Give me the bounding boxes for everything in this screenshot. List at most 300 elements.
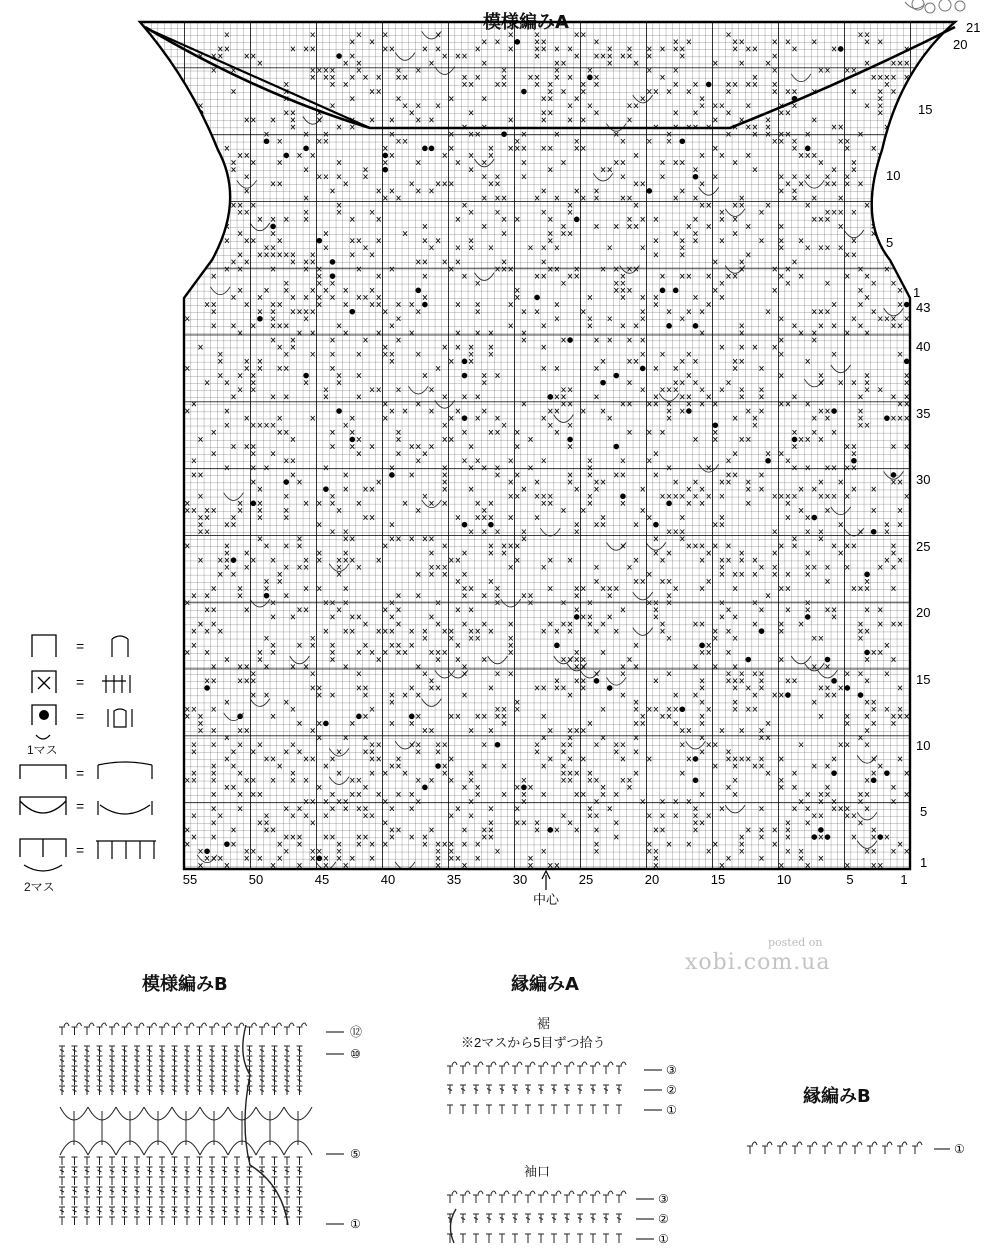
fan-stitch-mark <box>144 1107 172 1155</box>
dot-stitch-mark <box>336 53 342 59</box>
dot-stitch-mark <box>858 692 864 698</box>
crochet-stitch-mark <box>525 1214 531 1223</box>
crochet-stitch-mark <box>97 1086 103 1095</box>
legend-one-cell: 1マス <box>27 743 58 757</box>
picot-stitch-mark <box>538 1062 548 1074</box>
x-stitch-mark <box>218 196 222 201</box>
crochet-stitch-mark <box>222 1177 228 1185</box>
row-number: 5 <box>886 235 894 250</box>
crochet-stitch-mark <box>84 1157 90 1165</box>
edge-a-title: 縁編みA <box>511 974 579 995</box>
crochet-stitch-mark <box>122 1086 128 1095</box>
fan-stitch-mark <box>116 1107 144 1155</box>
picot-stitch-mark <box>590 1062 600 1074</box>
dot-stitch-mark <box>501 131 507 137</box>
x-stitch-mark <box>205 160 209 165</box>
dot-stitch-mark <box>851 458 857 464</box>
crochet-stitch-mark <box>147 1046 153 1055</box>
crochet-stitch-mark <box>97 1167 103 1175</box>
crochet-stitch-mark <box>603 1214 609 1223</box>
fan-stitch-mark <box>88 1107 116 1155</box>
dot-stitch-mark <box>831 678 837 684</box>
row-label: ③ <box>658 1192 669 1206</box>
crochet-stitch-mark <box>284 1157 290 1165</box>
crochet-stitch-mark <box>247 1167 253 1175</box>
x-stitch-mark <box>192 146 196 151</box>
crochet-stitch-mark <box>525 1085 531 1094</box>
fan-stitch-mark <box>228 1107 256 1155</box>
crochet-stitch-mark <box>84 1046 90 1055</box>
crochet-stitch-mark <box>134 1056 140 1065</box>
picot-stitch-mark <box>209 1023 219 1035</box>
crochet-stitch-mark <box>460 1105 466 1114</box>
picot-stitch-mark <box>473 1062 483 1074</box>
crochet-stitch-mark <box>134 1197 140 1205</box>
x-stitch-mark <box>185 111 189 116</box>
crochet-stitch-mark <box>209 1217 215 1225</box>
crochet-stitch-mark <box>247 1046 253 1055</box>
crochet-stitch-mark <box>222 1207 228 1215</box>
crochet-stitch-mark <box>209 1197 215 1205</box>
crochet-stitch-mark <box>209 1086 215 1095</box>
crochet-stitch-mark <box>234 1177 240 1185</box>
dot-stitch-mark <box>462 359 468 365</box>
dot-stitch-mark <box>871 777 877 783</box>
crochet-stitch-mark <box>134 1076 140 1085</box>
crochet-stitch-mark <box>172 1086 178 1095</box>
grid-area <box>130 20 970 870</box>
dot-stitch-mark <box>548 394 554 400</box>
dot-stitch-mark <box>600 380 606 386</box>
picot-stitch-mark <box>109 1023 119 1035</box>
crochet-stitch-mark <box>551 1085 557 1094</box>
crochet-stitch-mark <box>72 1056 78 1065</box>
crochet-stitch-mark <box>134 1086 140 1095</box>
dot-stitch-mark <box>264 593 270 599</box>
crochet-stitch-mark <box>184 1217 190 1225</box>
crochet-stitch-mark <box>272 1197 278 1205</box>
crochet-stitch-mark <box>564 1234 570 1243</box>
picot-stitch-mark <box>867 1142 877 1154</box>
crochet-stitch-mark <box>159 1187 165 1195</box>
dot-stitch-mark <box>693 174 699 180</box>
dot-stitch-mark <box>765 458 771 464</box>
crochet-stitch-mark <box>97 1056 103 1065</box>
crochet-stitch-mark <box>172 1217 178 1225</box>
crochet-stitch-mark <box>147 1076 153 1085</box>
watermark-site: xobi.com.ua <box>685 950 831 975</box>
crochet-stitch-mark <box>234 1066 240 1075</box>
dot-stitch-mark <box>303 146 309 152</box>
crochet-stitch-mark <box>109 1157 115 1165</box>
dot-stitch-mark <box>204 685 210 691</box>
crochet-stitch-mark <box>122 1177 128 1185</box>
picot-stitch-mark <box>499 1191 509 1203</box>
dot-stitch-mark <box>904 302 910 308</box>
crochet-stitch-mark <box>122 1056 128 1065</box>
picot-stitch-mark <box>147 1023 157 1035</box>
flower-decoration <box>905 0 965 13</box>
dot-stitch-mark <box>706 82 712 88</box>
crochet-stitch-mark <box>284 1066 290 1075</box>
crochet-stitch-mark <box>284 1056 290 1065</box>
picot-stitch-mark <box>460 1191 470 1203</box>
crochet-stitch-mark <box>109 1197 115 1205</box>
crochet-stitch-mark <box>247 1056 253 1065</box>
dot-stitch-mark <box>673 288 679 294</box>
picot-stitch-mark <box>564 1062 574 1074</box>
dot-stitch-mark <box>389 472 395 478</box>
dot-stitch-mark <box>864 650 870 656</box>
crochet-stitch-mark <box>486 1214 492 1223</box>
crochet-stitch-mark <box>59 1207 65 1215</box>
crochet-stitch-mark <box>147 1157 153 1165</box>
picot-stitch-mark <box>84 1023 94 1035</box>
picot-stitch-mark <box>222 1023 232 1035</box>
crochet-stitch-mark <box>84 1177 90 1185</box>
crochet-stitch-mark <box>297 1157 303 1165</box>
dot-stitch-mark <box>812 515 818 521</box>
x-stitch-mark <box>199 210 203 215</box>
picot-stitch-mark <box>525 1062 535 1074</box>
crochet-stitch-mark <box>222 1187 228 1195</box>
crochet-stitch-mark <box>486 1085 492 1094</box>
dot-stitch-mark <box>574 614 580 620</box>
crochet-stitch-mark <box>590 1085 596 1094</box>
crochet-stitch-mark <box>473 1214 479 1223</box>
picot-stitch-mark <box>122 1023 132 1035</box>
crochet-stitch-mark <box>109 1086 115 1095</box>
dot-stitch-mark <box>614 444 620 450</box>
crochet-stitch-mark <box>97 1046 103 1055</box>
crochet-stitch-mark <box>486 1234 492 1243</box>
fan-stitch-mark <box>284 1107 312 1155</box>
crochet-stitch-mark <box>297 1076 303 1085</box>
crochet-stitch-mark <box>72 1177 78 1185</box>
dot-stitch-mark <box>462 522 468 528</box>
crochet-stitch-mark <box>84 1066 90 1075</box>
pattern-b-title: 模様編みB <box>142 974 228 995</box>
crochet-stitch-mark <box>184 1187 190 1195</box>
crochet-stitch-mark <box>122 1197 128 1205</box>
crochet-stitch-mark <box>272 1217 278 1225</box>
row-number: 40 <box>916 339 931 354</box>
crochet-stitch-mark <box>284 1177 290 1185</box>
dot-stitch-mark <box>666 323 672 329</box>
edge-a-hem-diagram <box>440 1058 680 1122</box>
crochet-stitch-mark <box>284 1086 290 1095</box>
crochet-stitch-mark <box>59 1066 65 1075</box>
crochet-stitch-mark <box>512 1105 518 1114</box>
dot-stitch-mark <box>488 522 494 528</box>
crochet-stitch-mark <box>159 1046 165 1055</box>
dot-stitch-mark <box>864 572 870 578</box>
crochet-stitch-mark <box>564 1105 570 1114</box>
x-stitch-mark <box>885 196 889 201</box>
col-number: 35 <box>446 872 462 887</box>
dot-stitch-mark <box>429 146 435 152</box>
picot-stitch-mark <box>97 1023 107 1035</box>
dot-stitch-mark <box>383 167 389 173</box>
crochet-stitch-mark <box>172 1076 178 1085</box>
crochet-stitch-mark <box>272 1076 278 1085</box>
crochet-stitch-mark <box>284 1187 290 1195</box>
row-number: 21 <box>966 20 981 35</box>
crochet-stitch-mark <box>122 1207 128 1215</box>
dot-stitch-mark <box>567 437 573 443</box>
crochet-stitch-mark <box>134 1187 140 1195</box>
x-stitch-mark <box>905 160 909 165</box>
picot-stitch-mark <box>247 1023 257 1035</box>
crochet-stitch-mark <box>234 1207 240 1215</box>
crochet-stitch-mark <box>184 1207 190 1215</box>
legend-eq: = <box>76 798 85 814</box>
crochet-stitch-mark <box>134 1157 140 1165</box>
dot-stitch-mark <box>534 295 540 301</box>
dot-stitch-mark <box>805 614 811 620</box>
dot-stitch-mark <box>680 138 686 144</box>
row-number: 20 <box>953 37 968 52</box>
x-stitch-mark <box>192 139 196 144</box>
picot-stitch-mark <box>912 1142 922 1154</box>
crochet-stitch-mark <box>460 1234 466 1243</box>
picot-stitch-mark <box>538 1191 548 1203</box>
crochet-stitch-mark <box>172 1167 178 1175</box>
dot-stitch-mark <box>224 841 230 847</box>
crochet-stitch-mark <box>109 1066 115 1075</box>
col-number: 40 <box>380 872 396 887</box>
crochet-stitch-mark <box>272 1207 278 1215</box>
picot-stitch-mark <box>882 1142 892 1154</box>
crochet-stitch-mark <box>460 1214 466 1223</box>
crochet-stitch-mark <box>134 1217 140 1225</box>
crochet-stitch-mark <box>197 1086 203 1095</box>
crochet-stitch-mark <box>538 1085 544 1094</box>
crochet-stitch-mark <box>284 1197 290 1205</box>
crochet-stitch-mark <box>134 1207 140 1215</box>
crochet-stitch-mark <box>72 1086 78 1095</box>
x-stitch-mark <box>192 203 196 208</box>
dot-stitch-mark <box>647 188 653 194</box>
dot-stitch-mark <box>204 848 210 854</box>
dot-stitch-mark <box>825 834 831 840</box>
crochet-stitch-mark <box>84 1056 90 1065</box>
watermark-posted: posted on <box>768 936 823 949</box>
crochet-stitch-mark <box>538 1214 544 1223</box>
crochet-stitch-mark <box>297 1086 303 1095</box>
crochet-stitch-mark <box>222 1066 228 1075</box>
col-number: 1 <box>900 872 908 887</box>
dot-stitch-mark <box>831 770 837 776</box>
x-stitch-mark <box>898 203 902 208</box>
crochet-stitch-mark <box>247 1197 253 1205</box>
crochet-stitch-mark <box>147 1207 153 1215</box>
picot-stitch-mark <box>777 1142 787 1154</box>
crochet-stitch-mark <box>222 1046 228 1055</box>
x-stitch-mark <box>905 118 909 123</box>
crochet-stitch-mark <box>59 1187 65 1195</box>
crochet-stitch-mark <box>564 1085 570 1094</box>
crochet-stitch-mark <box>209 1076 215 1085</box>
crochet-stitch-mark <box>272 1157 278 1165</box>
dot-stitch-mark <box>409 714 415 720</box>
x-stitch-mark <box>218 160 222 165</box>
crochet-stitch-mark <box>184 1167 190 1175</box>
crochet-stitch-mark <box>122 1217 128 1225</box>
crochet-stitch-mark <box>197 1197 203 1205</box>
column-numbers <box>183 872 908 887</box>
crochet-stitch-mark <box>72 1076 78 1085</box>
legend-eq: = <box>76 708 85 724</box>
crochet-stitch-mark <box>272 1086 278 1095</box>
dot-stitch-mark <box>416 288 422 294</box>
dot-stitch-mark <box>693 323 699 329</box>
x-stitch-mark <box>212 217 216 222</box>
crochet-stitch-mark <box>297 1217 303 1225</box>
crochet-stitch-mark <box>499 1085 505 1094</box>
dot-stitch-mark <box>785 692 791 698</box>
x-stitch-mark <box>192 253 196 258</box>
col-number: 10 <box>776 872 792 887</box>
crochet-stitch-mark <box>499 1214 505 1223</box>
crochet-stitch-mark <box>109 1056 115 1065</box>
x-stitch-mark <box>185 281 189 286</box>
row-label: ② <box>666 1083 677 1097</box>
pattern-b-diagram <box>50 1015 380 1249</box>
crochet-stitch-mark <box>197 1076 203 1085</box>
crochet-stitch-mark <box>172 1197 178 1205</box>
crochet-stitch-mark <box>259 1177 265 1185</box>
crochet-stitch-mark <box>297 1046 303 1055</box>
crochet-stitch-mark <box>603 1234 609 1243</box>
x-stitch-mark <box>218 182 222 187</box>
crochet-stitch-mark <box>616 1234 622 1243</box>
crochet-stitch-mark <box>525 1105 531 1114</box>
crochet-stitch-mark <box>134 1066 140 1075</box>
dot-stitch-mark <box>383 153 389 159</box>
edge-b-title: 縁編みB <box>803 1086 871 1107</box>
dot-stitch-mark <box>270 224 276 230</box>
crochet-stitch-mark <box>159 1066 165 1075</box>
crochet-stitch-mark <box>259 1076 265 1085</box>
dot-stitch-mark <box>350 309 356 315</box>
crochet-stitch-mark <box>603 1105 609 1114</box>
x-stitch-mark <box>185 167 189 172</box>
crochet-stitch-mark <box>97 1157 103 1165</box>
picot-stitch-mark <box>499 1062 509 1074</box>
crochet-stitch-mark <box>247 1207 253 1215</box>
row-number: 1 <box>920 855 928 870</box>
dot-stitch-mark <box>805 146 811 152</box>
dot-stitch-mark <box>693 777 699 783</box>
picot-stitch-mark <box>897 1142 907 1154</box>
crochet-stitch-mark <box>551 1234 557 1243</box>
dot-stitch-mark <box>594 678 600 684</box>
dot-stitch-mark <box>422 785 428 791</box>
dot-stitch-mark <box>713 422 719 428</box>
x-stitch-mark <box>218 210 222 215</box>
crochet-stitch-mark <box>197 1066 203 1075</box>
dot-stitch-mark <box>495 742 501 748</box>
x-stitch-mark <box>212 231 216 236</box>
dot-stitch-mark <box>653 522 659 528</box>
col-number: 25 <box>578 872 594 887</box>
dot-stitch-mark <box>323 721 329 727</box>
dot-stitch-mark <box>264 138 270 144</box>
dot-stitch-mark <box>521 785 527 791</box>
crochet-stitch-mark <box>147 1197 153 1205</box>
crochet-stitch-mark <box>284 1167 290 1175</box>
dot-stitch-mark <box>336 408 342 414</box>
picot-stitch-mark <box>297 1023 307 1035</box>
x-stitch-mark <box>192 182 196 187</box>
row-label: ① <box>658 1232 669 1246</box>
crochet-stitch-mark <box>197 1167 203 1175</box>
x-stitch-mark <box>185 246 189 251</box>
crochet-stitch-mark <box>172 1056 178 1065</box>
crochet-stitch-mark <box>209 1177 215 1185</box>
picot-stitch-mark <box>512 1191 522 1203</box>
picot-stitch-mark <box>284 1023 294 1035</box>
crochet-stitch-mark <box>172 1187 178 1195</box>
crochet-stitch-mark <box>97 1207 103 1215</box>
picot-stitch-mark <box>551 1191 561 1203</box>
dot-stitch-mark <box>554 643 560 649</box>
fan-stitch-mark <box>172 1107 200 1155</box>
picot-stitch-mark <box>272 1023 282 1035</box>
dot-stitch-mark <box>746 657 752 663</box>
crochet-stitch-mark <box>473 1234 479 1243</box>
crochet-stitch-mark <box>109 1046 115 1055</box>
dot-stitch-mark <box>317 856 323 862</box>
crochet-stitch-mark <box>197 1217 203 1225</box>
col-number: 20 <box>644 872 660 887</box>
picot-stitch-mark <box>852 1142 862 1154</box>
dot-stitch-mark <box>680 706 686 712</box>
crochet-stitch-mark <box>59 1056 65 1065</box>
crochet-stitch-mark <box>72 1187 78 1195</box>
dot-stitch-mark <box>607 685 613 691</box>
row-number: 15 <box>918 102 933 117</box>
picot-stitch-mark <box>159 1023 169 1035</box>
hem-label: 裾 <box>537 1016 551 1031</box>
crochet-stitch-mark <box>172 1207 178 1215</box>
col-number: 50 <box>248 872 264 887</box>
x-stitch-mark <box>199 160 203 165</box>
crochet-stitch-mark <box>525 1234 531 1243</box>
crochet-stitch-mark <box>172 1177 178 1185</box>
crochet-stitch-mark <box>297 1177 303 1185</box>
crochet-stitch-mark <box>590 1234 596 1243</box>
fan-stitch-mark <box>256 1107 284 1155</box>
x-stitch-mark <box>898 210 902 215</box>
crochet-stitch-mark <box>616 1085 622 1094</box>
col-number: 55 <box>182 872 198 887</box>
dot-stitch-mark <box>251 501 257 507</box>
crochet-stitch-mark <box>184 1157 190 1165</box>
crochet-stitch-mark <box>234 1086 240 1095</box>
dot-stitch-mark <box>891 472 897 478</box>
crochet-stitch-mark <box>284 1046 290 1055</box>
picot-stitch-mark <box>59 1023 69 1035</box>
crochet-stitch-mark <box>72 1066 78 1075</box>
crochet-stitch-mark <box>122 1076 128 1085</box>
crochet-stitch-mark <box>147 1086 153 1095</box>
crochet-stitch-mark <box>147 1177 153 1185</box>
legend-eq: = <box>76 674 85 690</box>
dot-stitch-mark <box>356 714 362 720</box>
crochet-stitch-mark <box>172 1157 178 1165</box>
